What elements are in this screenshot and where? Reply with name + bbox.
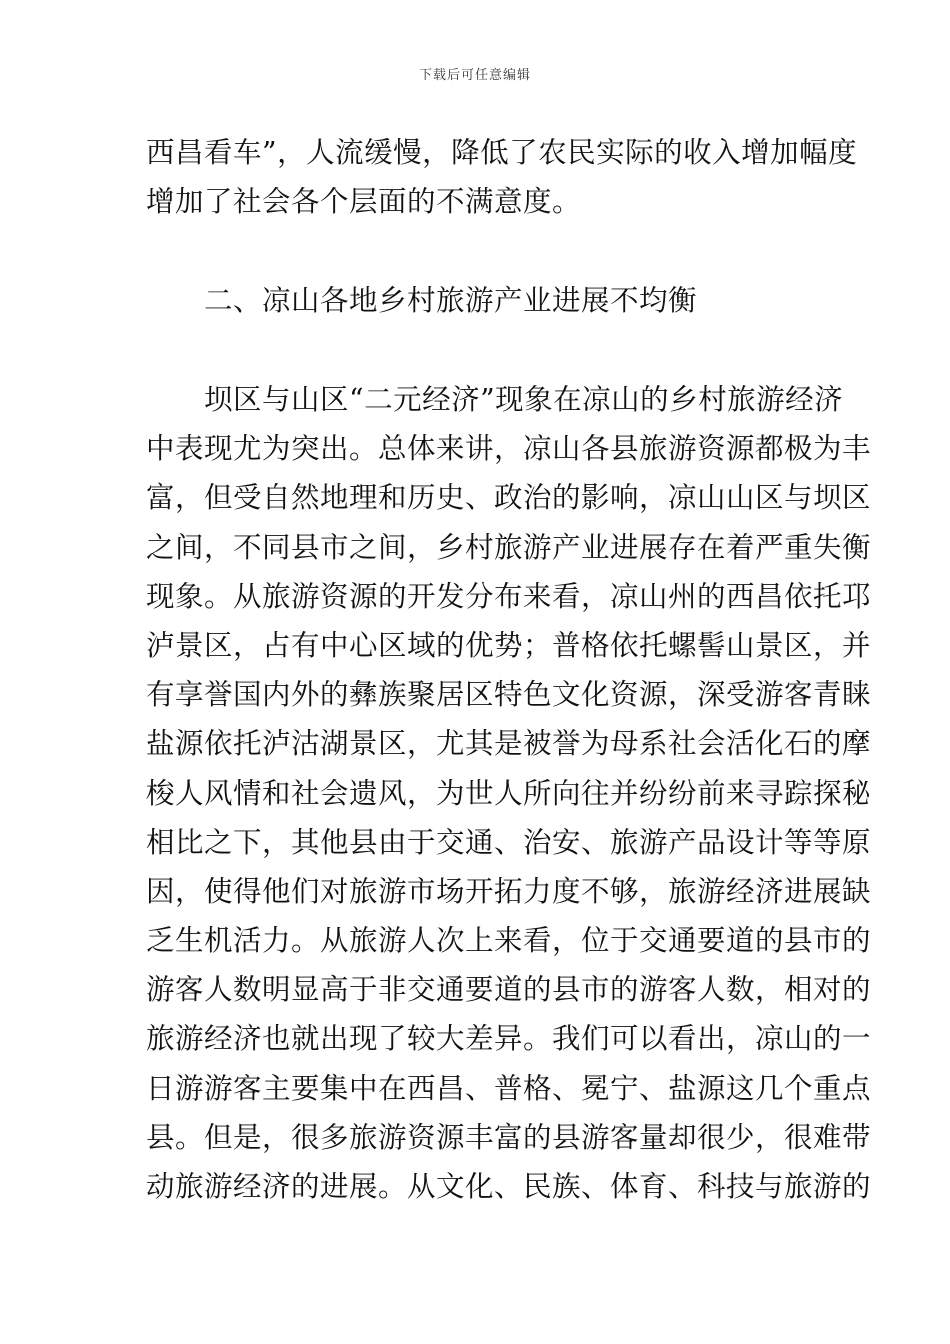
text-line: 动旅游经济的进展。从文化、民族、体育、科技与旅游的 [146, 1170, 872, 1203]
text-line: 富，但受自然地理和历史、政治的影响，凉山山区与坝区 [146, 481, 872, 515]
header-note: 下载后可任意编辑 [418, 68, 531, 83]
section-heading [146, 276, 808, 325]
text-line: 之间，不同县市之间，乡村旅游产业进展存在着严重失衡 [146, 530, 872, 564]
text-line: 游客人数明显高于非交通要道的县市的游客人数，相对的 [146, 973, 872, 1007]
text-line: 现象。从旅游资源的开发分布来看，凉山州的西昌依托邛 [146, 579, 872, 613]
text-line: 西昌看车”，人流缓慢，降低了农民实际的收入增加幅度 [146, 136, 858, 169]
section-heading-text: 二、凉山各地乡村旅游产业进展不均衡 [146, 284, 698, 317]
text-line: 相比之下，其他县由于交通、治安、旅游产品设计等等原 [146, 825, 872, 859]
text-line: 日游游客主要集中在西昌、普格、冕宁、盐源这几个重点 [146, 1071, 872, 1105]
paragraph-1 [146, 128, 858, 226]
text-line: 乏生机活力。从旅游人次上来看，位于交通要道的县市的 [146, 924, 872, 958]
text-line: 坝区与山区“二元经济”现象在凉山的乡村旅游经济 [146, 383, 844, 416]
text-line: 盐源依托泸沽湖景区，尤其是被誉为母系社会活化石的摩 [146, 727, 872, 761]
text-line: 旅游经济也就出现了较大差异。我们可以看出，凉山的一 [146, 1022, 872, 1056]
text-line: 县。但是，很多旅游资源丰富的县游客量却很少，很难带 [146, 1120, 872, 1154]
text-line: 有享誉国内外的彝族聚居区特色文化资源，深受游客青睐 [146, 678, 872, 712]
text-line: 增加了社会各个层面的不满意度。 [146, 185, 582, 219]
text-line: 因，使得他们对旅游市场开拓力度不够，旅游经济进展缺 [146, 874, 872, 908]
paragraph-2 [146, 375, 872, 1211]
text-line: 梭人风情和社会遗风，为世人所向往并纷纷前来寻踪探秘 [146, 776, 872, 810]
text-line: 泸景区，占有中心区域的优势；普格依托螺髻山景区，并 [146, 628, 872, 662]
text-line: 中表现尤为突出。总体来讲，凉山各县旅游资源都极为丰 [146, 432, 872, 466]
